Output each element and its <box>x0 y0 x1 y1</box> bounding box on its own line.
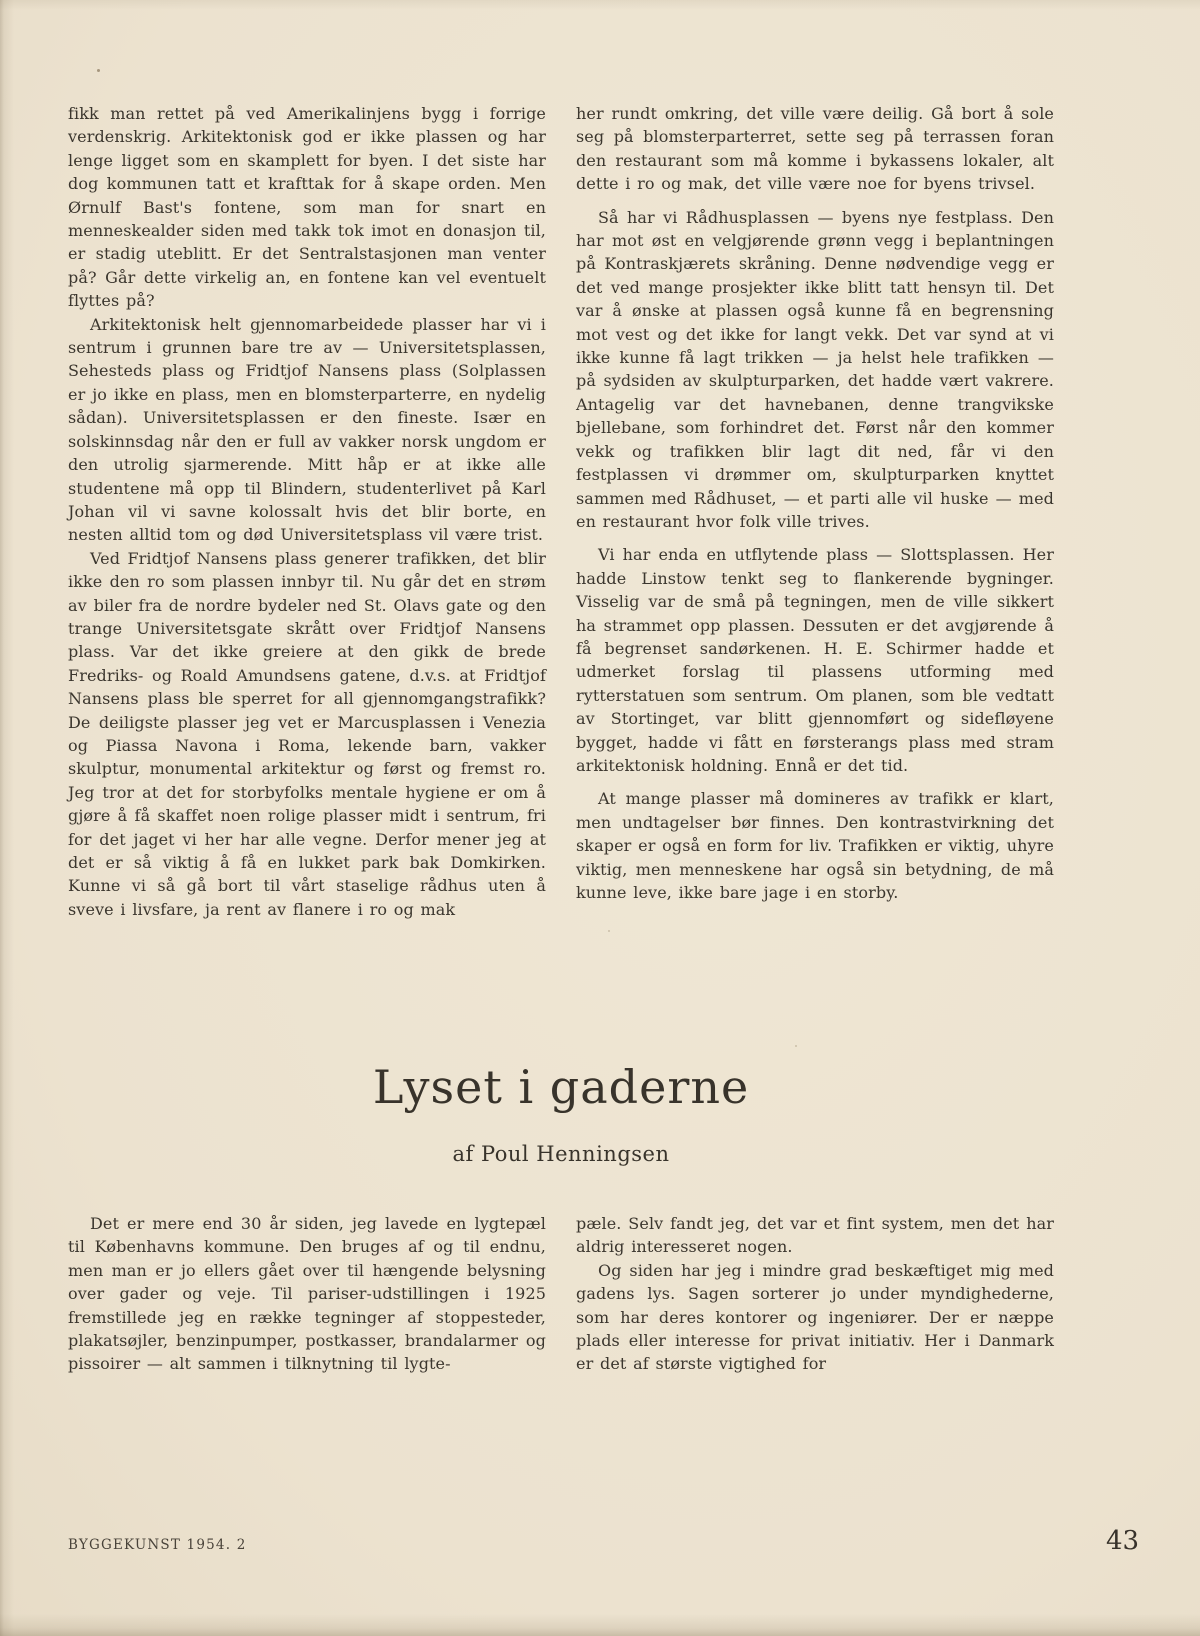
paragraph: fikk man rettet på ved Amerikalinjens bygg i forrige verdenskrig. Arkitektonisk god er ikke plassen og har lenge ligget som en skamplett for byen. I det siste har dog kommunen tatt et krafttak for å skape orden. Men Ørnulf Bast's fontene, som man for snart en menneskealder siden med takk tok imot en donasjon til, er stadig uteblitt. Er det Sentralstasjonen man venter på? Går dette virkelig an, en fontene kan vel eventuelt flyttes på? <box>68 104 546 311</box>
paragraph: Det er mere end 30 år siden, jeg lavede en lygtepæl til Københavns kommune. Den bruges af og til endnu, men man er jo ellers gået over til hængende belysning over gader og veje. Til pariser-udstillingen i 1925 fremstillede jeg en række tegninger af stoppesteder, plakatsøjler, benzinpumper, postkasser, brandalarmer og pissoirer — alt sammen i tilknytning til lygte- <box>68 1214 546 1374</box>
bottom-left-column <box>68 1212 546 1376</box>
scan-speck <box>608 930 610 932</box>
bottom-right-column <box>576 1212 1054 1376</box>
top-article-continuation <box>68 102 1054 921</box>
paragraph: Og siden har jeg i mindre grad beskæftiget mig med gadens lys. Sagen sorterer jo under myndighederne, som har deres kontorer og ingeniører. Der er næppe plads eller interesse for privat initiativ. Her i Danmark er det af største vigtighed for <box>576 1260 1054 1374</box>
page-number: 43 <box>1106 1526 1140 1556</box>
paragraph: her rundt omkring, det ville være deilig. Gå bort å sole seg på blomsterparterret, sette seg på terrassen foran den restaurant som må komme i bykassens lokaler, alt dette i ro og mak, det ville være noe for byens trivsel. <box>576 104 1054 194</box>
journal-footer-line: BYGGEKUNST 1954. 2 <box>68 1537 247 1553</box>
paragraph: Vi har enda en utflytende plass — Slottsplassen. Her hadde Linstow tenkt seg to flankerende bygninger. Visselig var de små på tegningen, men de ville sikkert ha strammet opp plassen. Dessuten er det avgjørende å få begrenset sandørkenen. H. E. Schirmer hadde et udmerket forslag til plassens utforming med rytterstatuen som sentrum. Om planen, som ble vedtatt av Stortinget, var blitt gjennomført og sidefløyene bygget, hadde vi fått en førsterangs plass med stram arkitektonisk holdning. Ennå er det tid. <box>576 545 1054 775</box>
article-header <box>68 1060 1054 1166</box>
paragraph: Så har vi Rådhusplassen — byens nye festplass. Den har mot øst en velgjørende grønn vegg i beplantningen på Kontraskjærets skråning. Denne nødvendige vegg er det ved mange prosjekter ikke blitt tatt hensyn til. Det var å ønske at plassen også kunne få en begrensning mot vest og det ikke for langt vekk. Det var synd at vi ikke kunne få lagt trikken — ja helst hele trafikken — på sydsiden av skulpturparken, det hadde vært vakrere. Antagelig var det havnebanen, denne trangvikske bjellebane, som forhindret det. Først når den kommer vekk og trafikken blir lagt dit ned, får vi den festplassen vi drømmer om, skulpturparken knyttet sammen med Rådhuset, — et parti alle vil huske — med en restaurant hvor folk ville trives. <box>576 207 1054 531</box>
article-title: Lyset i gaderne <box>372 1060 750 1114</box>
paragraph: Arkitektonisk helt gjennomarbeidede plasser har vi i sentrum i grunnen bare tre av — Universitetsplassen, Sehesteds plass og Fridtjof Nansens plass (Solplassen er jo ikke en plass, men en blomsterparterre, en nydelig sådan). Universitetsplassen er den fineste. Især en solskinnsdag når den er full av vakker norsk ungdom er den utrolig sjarmerende. Mitt håp er at ikke alle studentene må opp til Blindern, studenterlivet på Karl Johan vil vi savne kolossalt hvis det blir borte, en nesten alltid tom og død Universitetsplass vil være trist. <box>68 314 546 545</box>
article-body <box>68 1212 1054 1376</box>
scan-speck <box>97 69 100 72</box>
top-right-column <box>576 102 1054 921</box>
top-left-column <box>68 102 546 921</box>
paragraph: Ved Fridtjof Nansens plass generer trafikken, det blir ikke den ro som plassen innbyr til. Nu går det en strøm av biler fra de nordre bydeler ned St. Olavs gate og den trange Universitetsgate skrått over Fridtjof Nansens plass. Var det ikke greiere at den gikk de brede Fredriks- og Roald Amundsens gatene, d.v.s. at Fridtjof Nansens plass ble sperret for all gjennomgangstrafikk? De deiligste plasser jeg vet er Marcusplassen i Venezia og Piassa Navona i Roma, lekende barn, vakker skulptur, monumental arkitektur og først og fremst ro. Jeg tror at det for storbyfolks mentale hygiene er om å gjøre å få skaffet noen rolige plasser midt i sentrum, fri for det jaget vi her har alle vegne. Derfor mener jeg at det er så viktig å få en lukket park bak Domkirken. Kunne vi så gå bort til vårt staselige rådhus uten å sveve i livsfare, ja rent av flanere i ro og mak <box>68 548 546 919</box>
paragraph: At mange plasser må domineres av trafikk er klart, men undtagelser bør finnes. Den kontrastvirkning det skaper er også en form for liv. Trafikken er viktig, uhyre viktig, men menneskene har også sin betydning, de må kunne leve, ikke bare jage i en storby. <box>576 789 1054 902</box>
article-byline: af Poul Henningsen <box>452 1142 670 1167</box>
scan-speck <box>795 1045 797 1047</box>
paragraph: pæle. Selv fandt jeg, det var et fint system, men det har aldrig interesseret nogen. <box>576 1214 1054 1257</box>
